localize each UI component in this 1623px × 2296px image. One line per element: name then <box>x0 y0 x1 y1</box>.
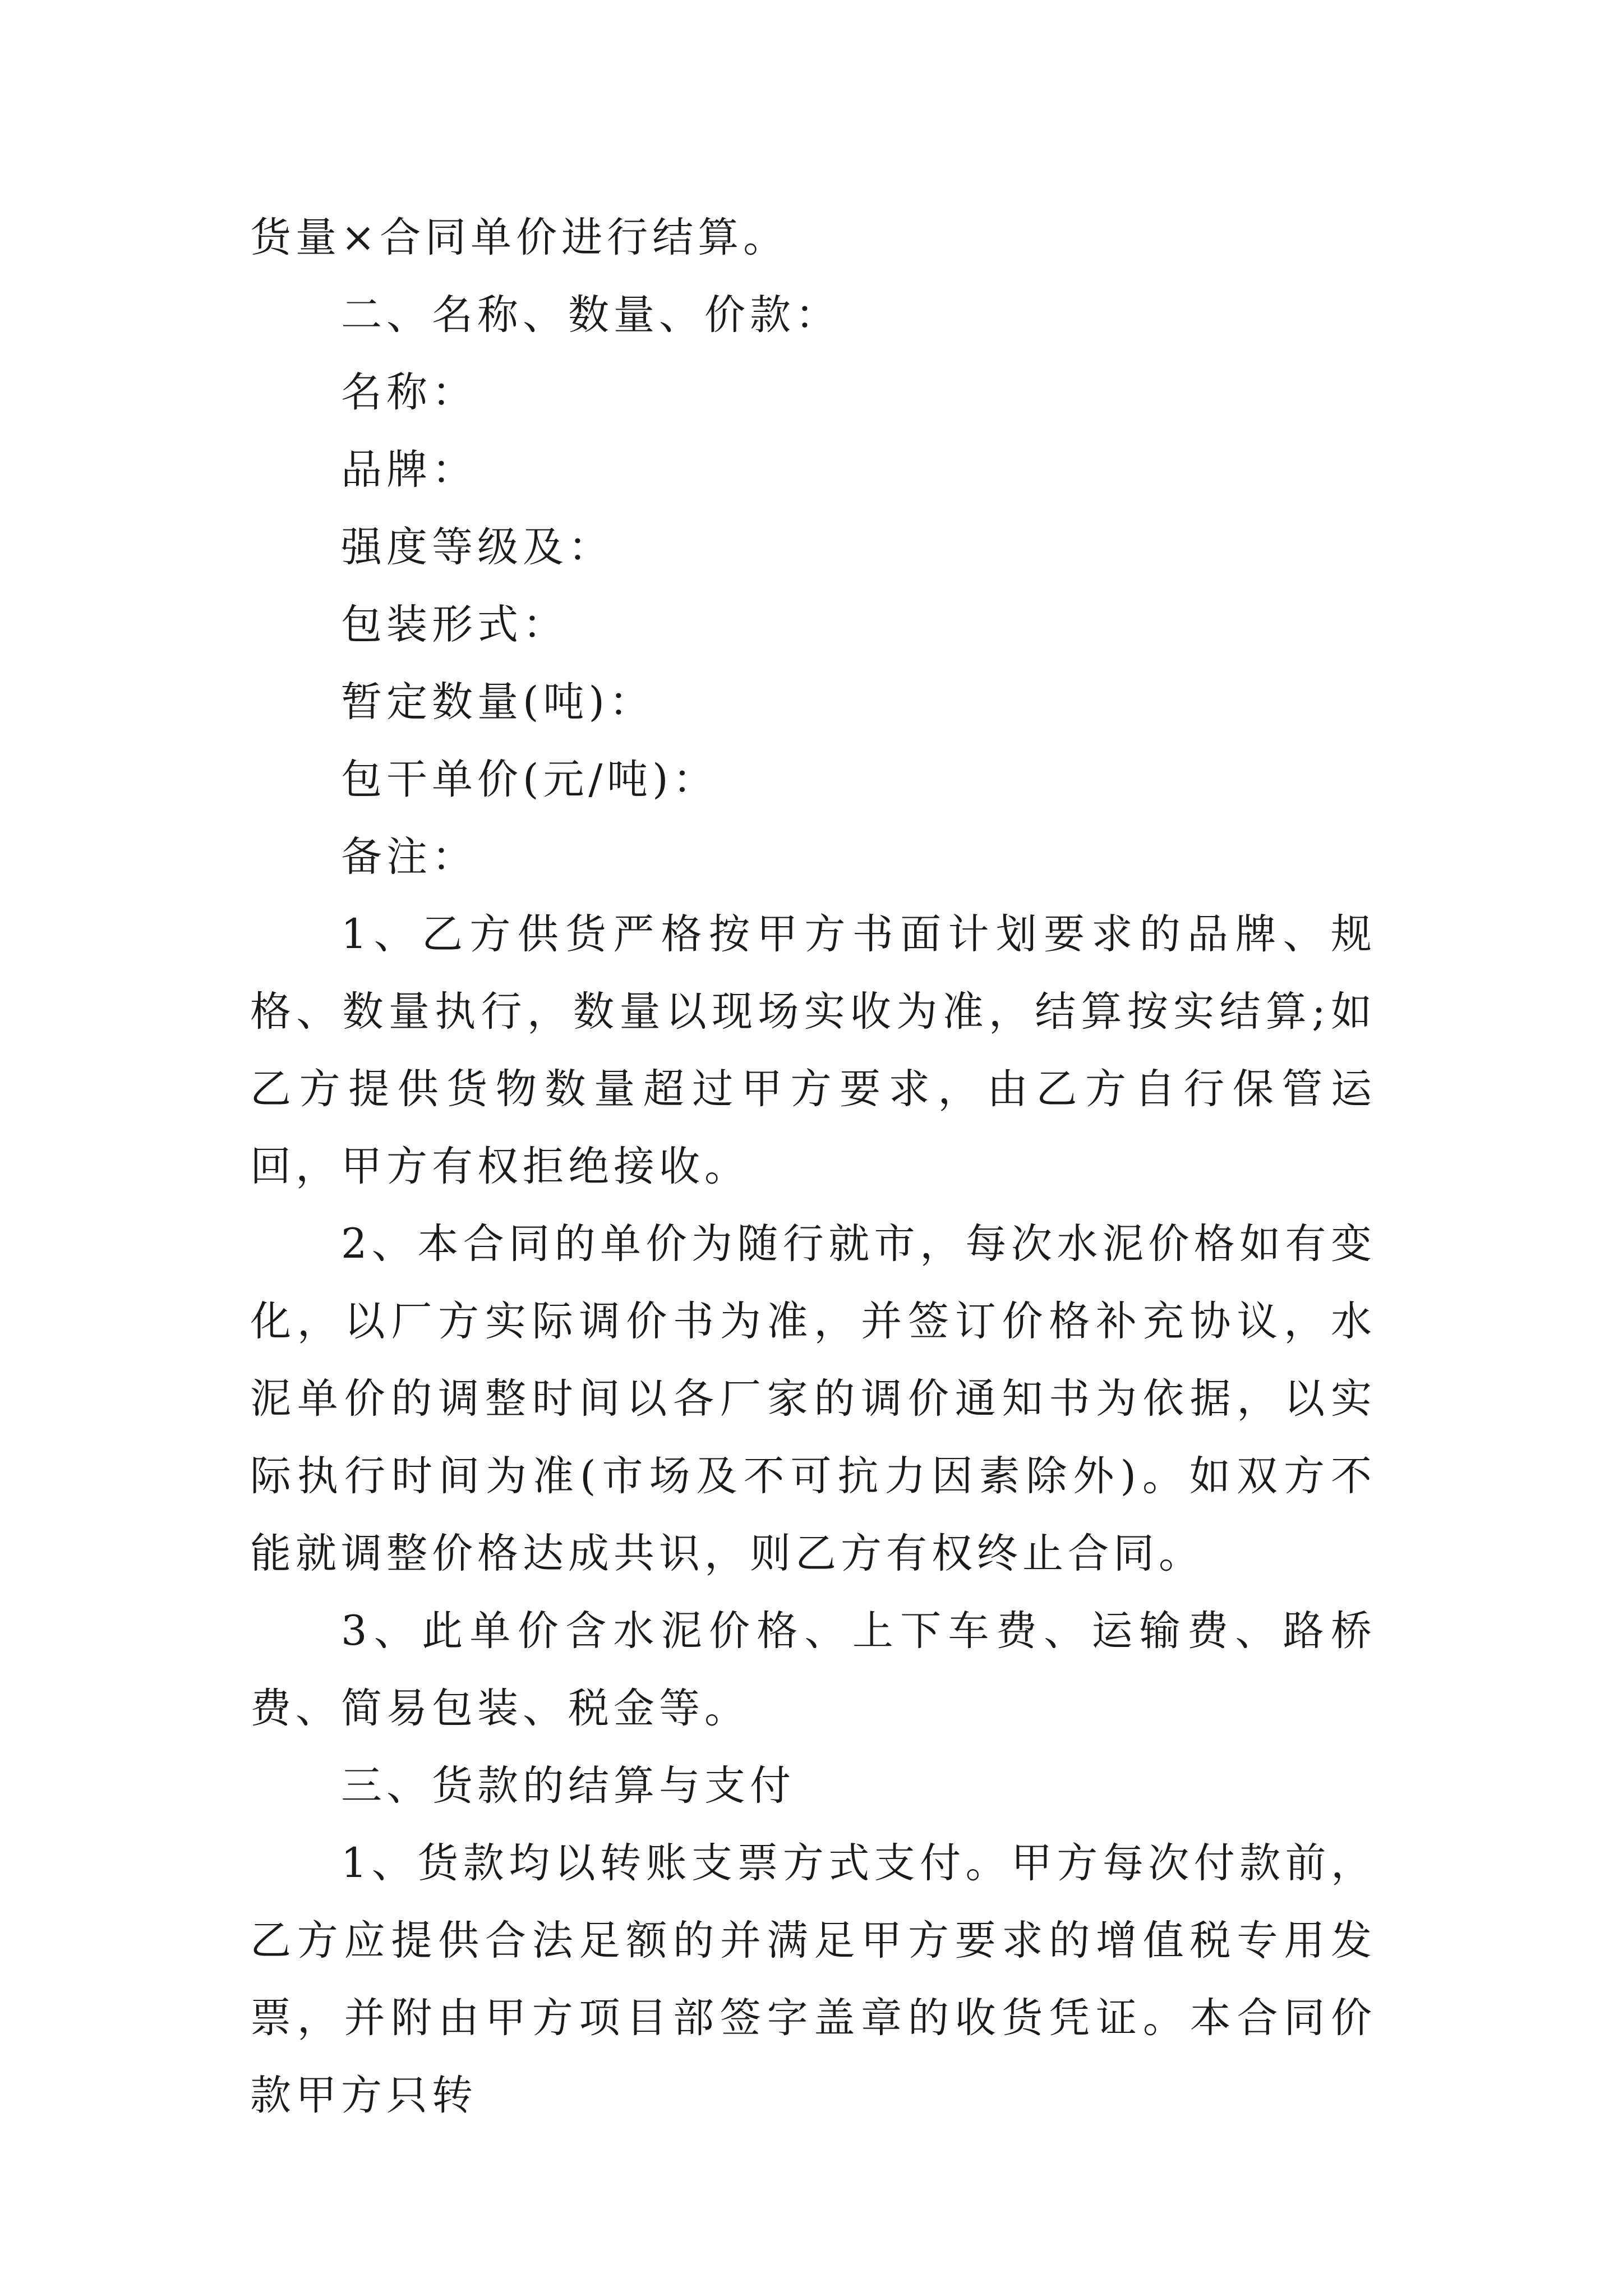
field-brand: 品牌： <box>341 446 477 494</box>
field-unit-price: 包干单价(元/吨)： <box>341 756 718 803</box>
field-remarks: 备注： <box>341 833 477 881</box>
remark-item-2: 2、本合同的单价为随行就市，每次水泥价格如有变化，以厂方实际调价书为准，并签订价格补充协议，水泥单价的调整时间以各厂家的调价通知书为依据，以实际执行时间为准(市场及不可抗力因素除外)。如双方不能就调整价格达成共识，则乙方有权终止合同。 <box>250 1220 1376 1577</box>
remark-item-1: 1、乙方供货严格按甲方书面计划要求的品牌、规格、数量执行，数量以现场实收为准，结算按实结算;如乙方提供货物数量超过甲方要求，由乙方自行保管运回，甲方有权拒绝接收。 <box>250 910 1376 1190</box>
remark-item-3: 3、此单价含水泥价格、上下车费、运输费、路桥费、简易包装、税金等。 <box>250 1607 1376 1732</box>
payment-item-1: 1、货款均以转账支票方式支付。甲方每次付款前，乙方应提供合法足额的并满足甲方要求的增值税专用发票，并附由甲方项目部签字盖章的收货凭证。本合同价款甲方只转 <box>250 1839 1376 2119</box>
section-heading-name-quantity-price: 二、名称、数量、价款： <box>341 291 841 339</box>
section-heading-payment: 三、货款的结算与支付 <box>341 1762 795 1810</box>
field-tentative-quantity: 暂定数量(吨)： <box>341 678 654 726</box>
field-strength-grade: 强度等级及： <box>341 523 614 571</box>
document-body <box>250 199 1376 2134</box>
field-packaging: 包装形式： <box>341 601 568 648</box>
paragraph-settlement-continued: 货量×合同单价进行结算。 <box>250 214 789 261</box>
field-name: 名称： <box>341 369 477 416</box>
